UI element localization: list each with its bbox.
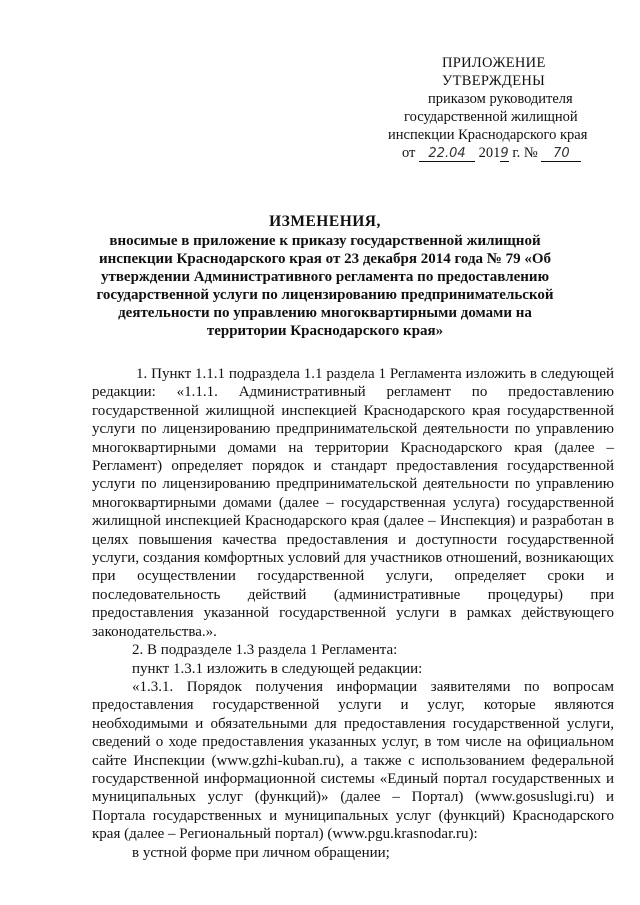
document-title [95, 213, 555, 340]
approval-approved-label: УТВЕРЖДЕНЫ [442, 73, 546, 89]
paragraph-3: пункт 1.3.1 изложить в следующей редакции: [132, 660, 423, 677]
approval-order-line: приказом руководителя [428, 91, 573, 107]
document-body [92, 365, 614, 862]
title-main: ИЗМЕНЕНИЯ, [269, 213, 381, 230]
approval-block [388, 54, 628, 162]
handwritten-order-number: 70 [541, 147, 581, 162]
approval-inspection-line: государственной жилищной [404, 109, 578, 125]
date-prefix: от [402, 145, 416, 161]
number-prefix: г. № [512, 145, 538, 161]
approval-region-line: инспекции Краснодарского края [388, 127, 588, 143]
handwritten-date: 22.04 [419, 147, 475, 162]
handwritten-year-digit: 9 [500, 146, 509, 161]
title-subtitle: вносимые в приложение к приказу государственной жилищной инспекции Краснодарского края от 23 декабря 2014 года № 79 «Об утверждении Административного регламента по предоставлению государственной услуги по лицензированию предпринимательской деятельности по управлению многоквартирными домами на территории Краснодарского края» [96, 233, 554, 339]
paragraph-5: в устной форме при личном обращении; [132, 844, 390, 861]
paragraph-2: 2. В подразделе 1.3 раздела 1 Регламента: [132, 642, 398, 659]
paragraph-4: «1.3.1. Порядок получения информации заявителями по вопросам предоставления государственной услуги и услуг, которые являются необходимыми и обязательными для предоставления государственной услуги, сведений о ходе предоставления указанных услуг, в том числе на официальном сайте Инспекции (www.gzhi-kuban.ru), а также с использованием федеральной государственной информационной системы «Единый портал государственных и муниципальных услуг (функций)» (далее – Портал) (www.gosuslugi.ru) и Портала государственных и муниципальных услуг (функций) Краснодарского края (далее – Региональный портал) (www.pgu.krasnodar.ru): [92, 678, 614, 843]
approval-date-line [388, 144, 628, 162]
approval-appendix-label: ПРИЛОЖЕНИЕ [442, 55, 546, 71]
year-prefix: 201 [478, 145, 501, 161]
paragraph-1: 1. Пункт 1.1.1 подраздела 1.1 раздела 1 Регламента изложить в следующей редакции: «1.1.1. Административный регламент по предоставлению государственной жилищной инспекцией Краснодарского края государственной услуги по лицензированию предпринимательской деятельности по управлению многоквартирными домами на территории Краснодарского края (далее – Регламент) определяет порядок и стандарт предоставления государственной услуги по лицензированию предпринимательской деятельности по управлению многоквартирными домами (далее – государственная услуга) государственной жилищной инспекцией Краснодарского края (далее – Инспекция) и разработан в целях повышения качества предоставления и доступности государственной услуги, создания комфортных условий для участников отношений, возникающих при осуществлении государственной услуги, определяет сроки и последовательность действий (административные процедуры) при предоставления указанной государственной услуги в рамках действующего законодательства.». [92, 366, 614, 640]
